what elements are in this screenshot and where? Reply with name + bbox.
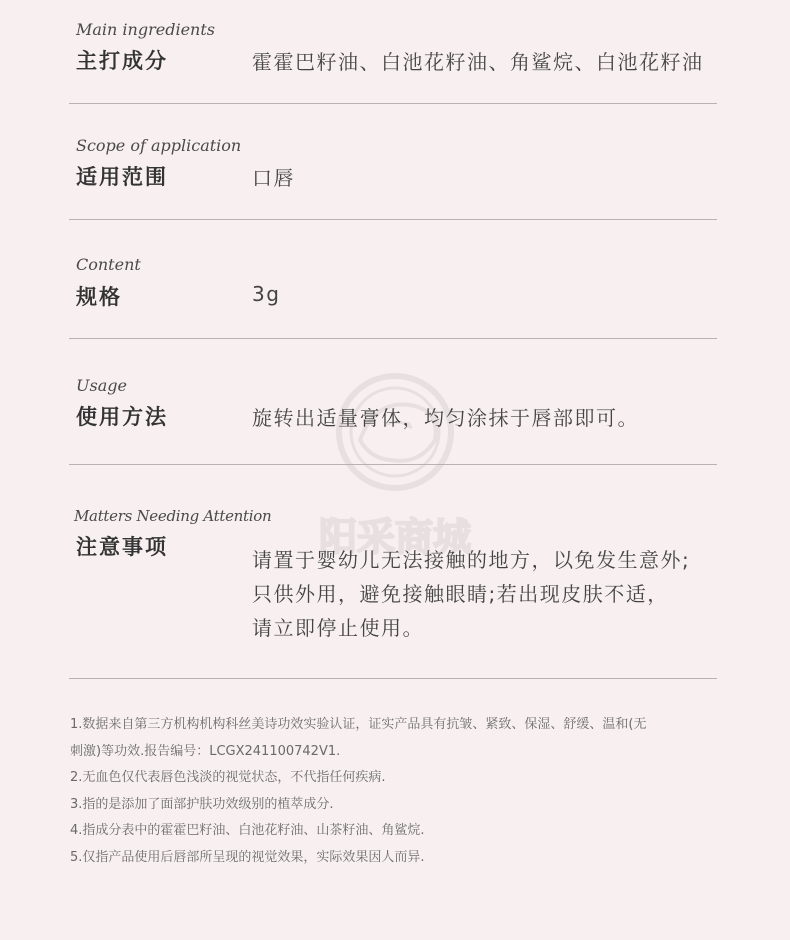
usage-en-label: Usage: [76, 376, 127, 395]
attention-line: 请立即停止使用。: [252, 616, 424, 640]
scope-label: 适用范围: [76, 165, 168, 189]
scope-en-label: Scope of application: [76, 136, 242, 155]
footnote: 3.指的是添加了面部护肤功效级别的植萃成分.: [70, 796, 334, 812]
content-label: 规格: [76, 285, 122, 309]
content-value: 3g: [252, 282, 281, 306]
divider: [69, 219, 717, 220]
divider: [69, 338, 717, 339]
attention-label: 注意事项: [76, 535, 168, 559]
footnotes: [70, 712, 730, 871]
content-en-label: Content: [76, 255, 141, 274]
divider: [69, 464, 717, 465]
watermark-logo-icon: [290, 370, 500, 570]
attention-line: 请置于婴幼儿无法接触的地方，以免发生意外;: [252, 548, 691, 572]
attention-en-label: Matters Needing Attention: [74, 507, 272, 525]
main-ingredients-label: 主打成分: [76, 49, 168, 73]
main-ingredients-en-label: Main ingredients: [76, 20, 215, 39]
footnote: 4.指成分表中的霍霍巴籽油、白池花籽油、山茶籽油、角鲨烷.: [70, 823, 425, 838]
watermark-text: 阳采商城: [318, 515, 472, 559]
usage-label: 使用方法: [76, 405, 168, 429]
footnote: 1.数据来自第三方机构机构科丝美诗功效实验认证，证实产品具有抗皱、紧致、保湿、舒缓、温和(无: [70, 717, 647, 732]
footnote: 5.仅指产品使用后唇部所呈现的视觉效果，实际效果因人而异.: [70, 849, 425, 865]
main-ingredients-value: 霍霍巴籽油、白池花籽油、角鲨烷、白池花籽油: [252, 50, 704, 74]
usage-value: 旋转出适量膏体，均匀涂抹于唇部即可。: [252, 406, 639, 430]
footnote: 刺激)等功效.报告编号：LCGX241100742V1.: [70, 743, 341, 759]
attention-value: [252, 543, 690, 645]
divider: [69, 103, 717, 104]
scope-value: 口唇: [252, 166, 295, 190]
attention-line: 只供外用，避免接触眼睛;若出现皮肤不适，: [252, 582, 669, 606]
divider: [69, 678, 717, 679]
footnote: 2.无血色仅代表唇色浅淡的视觉状态，不代指任何疾病.: [70, 770, 386, 785]
